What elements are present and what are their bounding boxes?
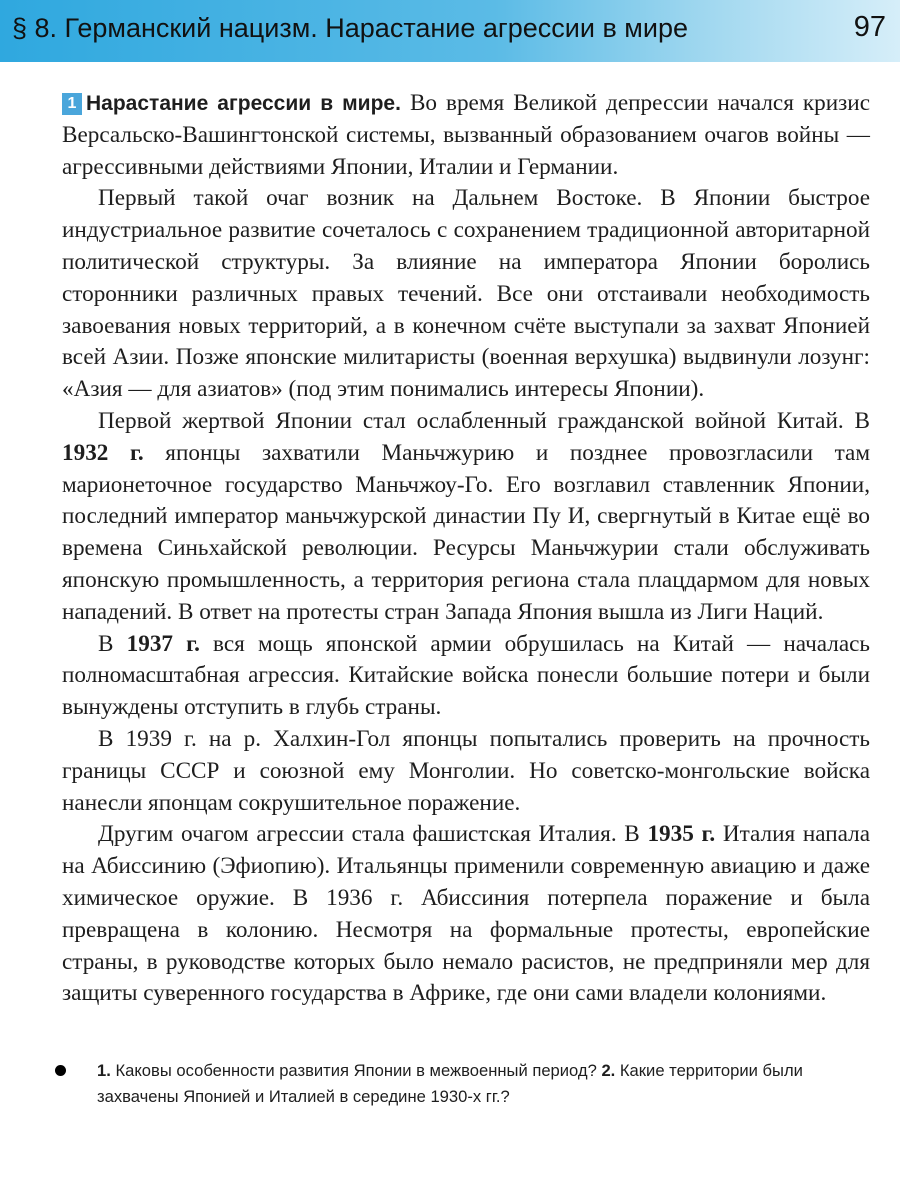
date-highlight: 1937 г. bbox=[126, 630, 200, 657]
date-highlight: 1935 г. bbox=[647, 821, 716, 848]
chapter-title: § 8. Германский нацизм. Нарастание агрессии в мире bbox=[12, 13, 688, 43]
paragraph-text: Во время Великой депрессии начался кризис Версальско-Вашингтонской системы, вызванный образованием очагов войны — агрессивными действиями Японии, Италии и Германии. bbox=[62, 90, 870, 180]
date-highlight: 1932 г. bbox=[62, 439, 144, 466]
page-header bbox=[0, 0, 900, 62]
questions-text bbox=[97, 1058, 845, 1110]
paragraph-khalkhin-gol bbox=[62, 724, 870, 819]
paragraph-text: В bbox=[98, 630, 127, 657]
paragraph-text: Первой жертвой Японии стал ослабленный гражданской войной Китай. В bbox=[98, 407, 870, 434]
paragraph-intro bbox=[62, 88, 870, 183]
paragraph-text: японцы захватили Маньчжурию и позднее провозгласили там марионеточное государство Маньчжоу-Го. Его возглавил ставленник Японии, последний император маньчжурской династии Пу И, свергнутый в Китае ещё во времена Синьхайской революции. Ресурсы Маньчжурии стали обслуживать японскую промышленность, а территория региона стала плацдармом для новых нападений. В ответ на протесты стран Запада Япония вышла из Лиги Наций. bbox=[62, 439, 870, 625]
question-number: 1. bbox=[97, 1061, 111, 1080]
paragraph-china-1937 bbox=[62, 629, 870, 724]
paragraph-text: В 1939 г. на р. Халхин-Гол японцы попытались проверить на прочность границы СССР и союзной ему Монголии. Но советско-монгольские войска нанесли японцам сокрушительное поражение. bbox=[62, 725, 870, 816]
paragraph-text: вся мощь японской армии обрушилась на Китай — началась полномасштабная агрессия. Китайские войска понесли большие потери и были вынуждены отступить в глубь страны. bbox=[62, 630, 870, 721]
paragraph-text: Другим очагом агрессии стала фашистская Италия. В bbox=[98, 821, 648, 848]
page-number: 97 bbox=[853, 11, 886, 43]
section-title: Нарастание агрессии в мире. bbox=[86, 92, 401, 115]
paragraph-italy bbox=[62, 819, 870, 1010]
paragraph-japan bbox=[62, 183, 870, 406]
main-text bbox=[62, 88, 870, 1010]
review-questions bbox=[55, 1058, 845, 1110]
question-number: 2. bbox=[601, 1061, 616, 1080]
question-text: Какие территории были захвачены Японией и Италией в середине 1930-х гг.? bbox=[97, 1061, 803, 1106]
paragraph-china-1932 bbox=[62, 406, 870, 629]
section-number-badge: 1 bbox=[62, 93, 82, 115]
bullet-icon bbox=[55, 1065, 66, 1076]
paragraph-text: Италия напала на Абиссинию (Эфиопию). Итальянцы применили современную авиацию и даже химическое оружие. В 1936 г. Абиссиния потерпела поражение и была превращена в колонию. Несмотря на формальные протесты, европейские страны, в руководстве которых было немало расистов, не предприняли мер для защиты суверенного государства в Африке, где они сами владели колониями. bbox=[62, 821, 871, 1007]
paragraph-text: Первый такой очаг возник на Дальнем Востоке. В Японии быстрое индустриальное развитие сочеталось с сохранением традиционной авторитарной политической структуры. За влияние на императора Японии боролись сторонники различных правых течений. Все они отстаивали необходимость завоевания новых территорий, а в конечном счёте выступали за захват Японией всей Азии. Позже японские милитаристы (военная верхушка) выдвинули лозунг: «Азия — для азиатов» (под этим понимались интересы Японии). bbox=[62, 185, 870, 403]
question-text: Каковы особенности развития Японии в межвоенный период? bbox=[110, 1061, 602, 1080]
